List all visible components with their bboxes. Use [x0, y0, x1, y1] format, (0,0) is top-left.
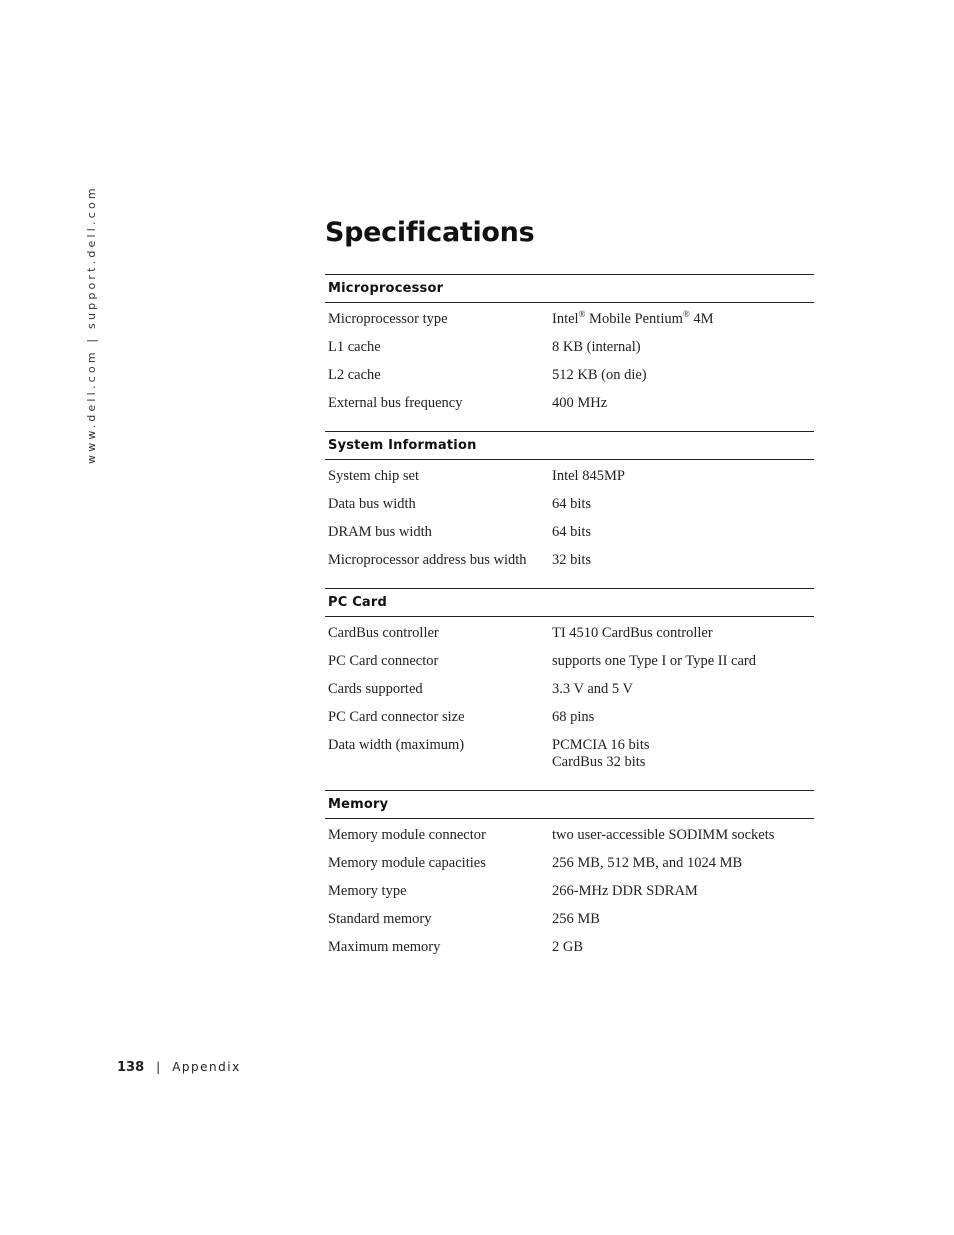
spec-value: 266-MHz DDR SDRAM: [552, 883, 698, 899]
spec-row: [325, 362, 814, 390]
spec-label: Cards supported: [328, 681, 423, 697]
spec-row: [325, 519, 814, 547]
footer-separator: |: [156, 1060, 161, 1074]
spec-label: Data width (maximum): [328, 737, 465, 753]
spec-row: [325, 491, 814, 519]
section-header: System Information: [325, 431, 814, 460]
spec-label: DRAM bus width: [328, 524, 432, 540]
spec-label: Standard memory: [328, 911, 432, 927]
spec-value-line: PCMCIA 16 bits: [552, 737, 650, 753]
spec-row: [325, 934, 814, 962]
spec-row: [325, 704, 814, 732]
spec-row: [325, 676, 814, 704]
section-microprocessor: [325, 274, 814, 431]
spec-label: L2 cache: [328, 367, 381, 383]
section-memory: [325, 790, 814, 975]
spec-label: Microprocessor type: [328, 311, 448, 327]
spec-row: [325, 878, 814, 906]
spec-label: System chip set: [328, 468, 420, 484]
spec-value: 64 bits: [552, 496, 592, 512]
spec-label: Memory type: [328, 883, 407, 899]
spec-value: 2 GB: [552, 939, 584, 955]
spec-row: [325, 850, 814, 878]
spec-value: 400 MHz: [552, 395, 608, 411]
spec-row: [325, 463, 814, 491]
section-pc-card: [325, 588, 814, 790]
spec-value: two user-accessible SODIMM sockets: [552, 827, 775, 843]
spec-row: [325, 732, 814, 777]
spec-value: 68 pins: [552, 709, 595, 725]
spec-value: 64 bits: [552, 524, 592, 540]
spec-value: 32 bits: [552, 552, 592, 568]
spec-value: Intel® Mobile Pentium® 4M: [552, 309, 714, 327]
spec-label: Memory module connector: [328, 827, 486, 843]
chapter-name: Appendix: [172, 1060, 241, 1074]
registered-mark: ®: [682, 309, 690, 319]
spec-row: [325, 906, 814, 934]
spec-value: Intel 845MP: [552, 468, 625, 484]
page-number: 138: [117, 1060, 145, 1075]
spec-value-line: CardBus 32 bits: [552, 754, 646, 770]
spec-table: [325, 274, 814, 975]
page-footer: [117, 1060, 241, 1075]
spec-label: Memory module capacities: [328, 855, 486, 871]
spec-row: [325, 334, 814, 362]
spec-row: [325, 822, 814, 850]
spec-value: 8 KB (internal): [552, 339, 641, 355]
spec-label: L1 cache: [328, 339, 381, 355]
spec-label: External bus frequency: [328, 395, 463, 411]
section-header: Microprocessor: [325, 274, 814, 303]
section-system-information: [325, 431, 814, 588]
section-header: Memory: [325, 790, 814, 819]
registered-mark: ®: [578, 309, 586, 319]
spec-value: 3.3 V and 5 V: [552, 681, 633, 697]
spec-row: [325, 620, 814, 648]
spec-label: PC Card connector size: [328, 709, 465, 725]
section-header: PC Card: [325, 588, 814, 617]
sidebar-url: www.dell.com | support.dell.com: [85, 185, 98, 464]
spec-value: TI 4510 CardBus controller: [552, 625, 713, 641]
spec-row: [325, 547, 814, 575]
spec-row: [325, 648, 814, 676]
spec-value: 256 MB, 512 MB, and 1024 MB: [552, 855, 743, 871]
spec-label: Microprocessor address bus width: [328, 552, 527, 568]
spec-label: Maximum memory: [328, 939, 441, 955]
spec-label: PC Card connector: [328, 653, 439, 669]
spec-value: 256 MB: [552, 911, 600, 927]
spec-value: 512 KB (on die): [552, 367, 647, 383]
spec-row: [325, 390, 814, 418]
page-title: Specifications: [325, 217, 535, 248]
spec-row: [325, 306, 814, 334]
spec-value: supports one Type I or Type II card: [552, 653, 757, 669]
spec-value: [552, 737, 814, 771]
spec-label: Data bus width: [328, 496, 416, 512]
spec-label: CardBus controller: [328, 625, 439, 641]
